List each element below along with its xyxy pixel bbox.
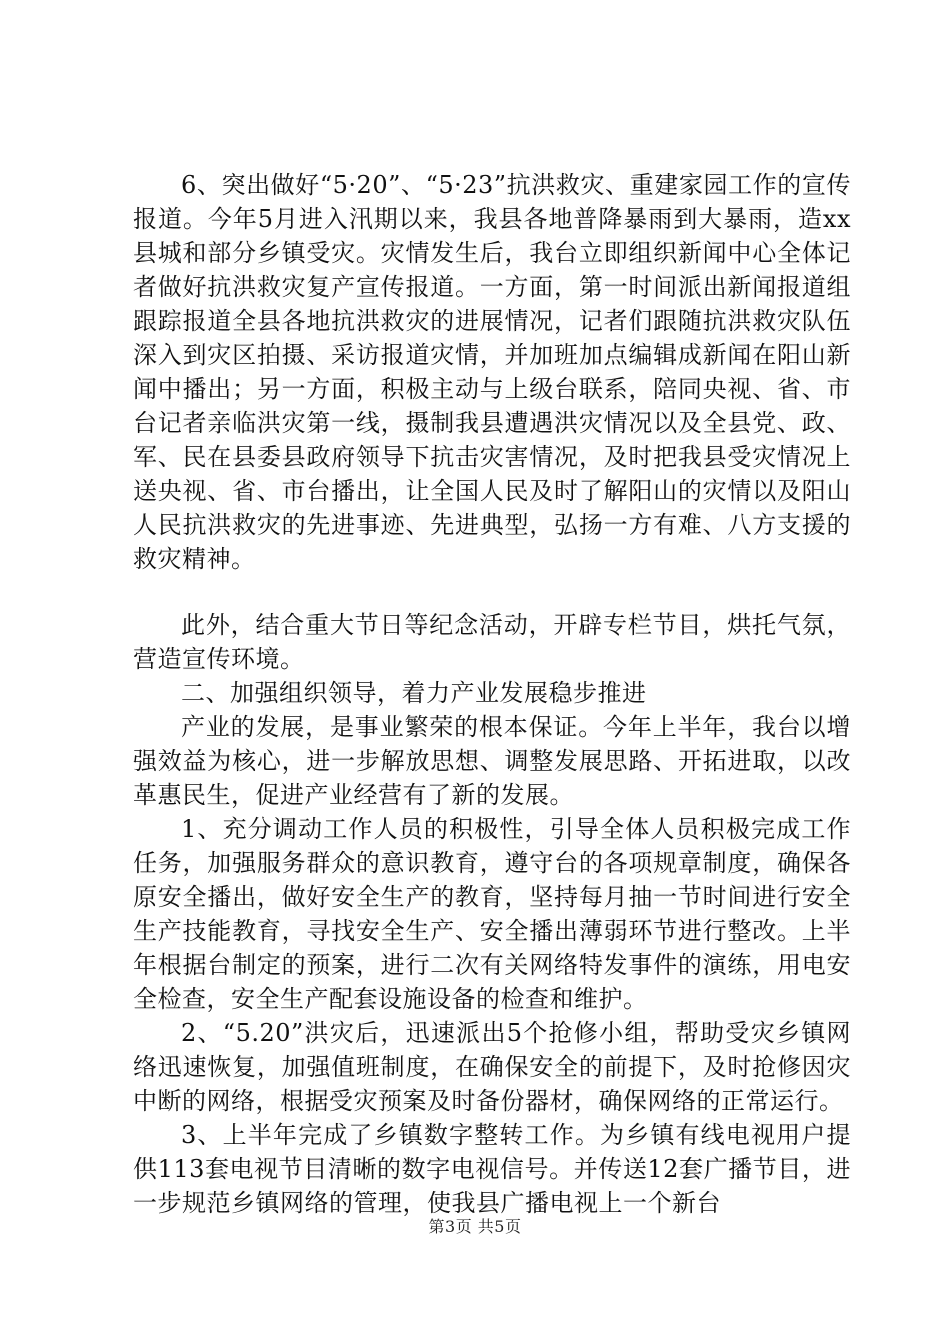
paragraph-item-1: 1、充分调动工作人员的积极性，引导全体人员积极完成工作任务，加强服务群众的意识教育，遵守台的各项规章制度，确保各原安全播出，做好安全生产的教育，坚持每月抽一节时间进行安全生产技能教育，寻找安全生产、安全播出薄弱环节进行整改。上半年根据台制定的预案，进行二次有关网络特发事件的演练，用电安全检查，安全生产配套设施设备的检查和维护。 — [133, 815, 851, 1013]
paragraph-item-2: 2、“5.20”洪灾后，迅速派出5个抢修小组，帮助受灾乡镇网络迅速恢复，加强值班制度，在确保安全的前提下，及时抢修因灾中断的网络，根据受灾预案及时备份器材，确保网络的正常运行。 — [133, 1019, 851, 1115]
paragraph-flood-coverage: 6、突出做好“5·20”、“5·23”抗洪救灾、重建家园工作的宣传报道。今年5月进入汛期以来，我县各地普降暴雨到大暴雨，造xx县城和部分乡镇受灾。灾情发生后，我台立即组织新闻中心全体记者做好抗洪救灾复产宣传报道。一方面，第一时间派出新闻报道组跟踪报道全县各地抗洪救灾的进展情况，记者们跟随抗洪救灾队伍深入到灾区拍摄、采访报道灾情，并加班加点编辑成新闻在阳山新闻中播出；另一方面，积极主动与上级台联系，陪同央视、省、市台记者亲临洪灾第一线，摄制我县遭遇洪灾情况以及全县党、政、军、民在县委县政府领导下抗击灾害情况，及时把我县受灾情况上送央视、省、市台播出，让全国人民及时了解阳山的灾情以及阳山人民抗洪救灾的先进事迹、先进典型，弘扬一方有难、八方支援的救灾精神。 — [133, 171, 851, 573]
section-heading: 二、加强组织领导，着力产业发展稳步推进 — [181, 679, 647, 707]
document-body — [133, 168, 851, 1220]
paragraph-item-3: 3、上半年完成了乡镇数字整转工作。为乡镇有线电视用户提供113套电视节目清晰的数字电视信号。并传送12套广播节目，进一步规范乡镇网络的管理，使我县广播电视上一个新台 — [133, 1121, 851, 1217]
paragraph-special-programs: 此外，结合重大节日等纪念活动，开辟专栏节目，烘托气氛，营造宣传环境。 — [133, 611, 851, 673]
paragraph-gap — [133, 576, 851, 608]
page-number-footer: 第3页 共5页 — [428, 1217, 522, 1236]
paragraph-industry-development: 产业的发展，是事业繁荣的根本保证。今年上半年，我台以增强效益为核心，进一步解放思想、调整发展思路、开拓进取，以改革惠民生，促进产业经营有了新的发展。 — [133, 713, 851, 809]
